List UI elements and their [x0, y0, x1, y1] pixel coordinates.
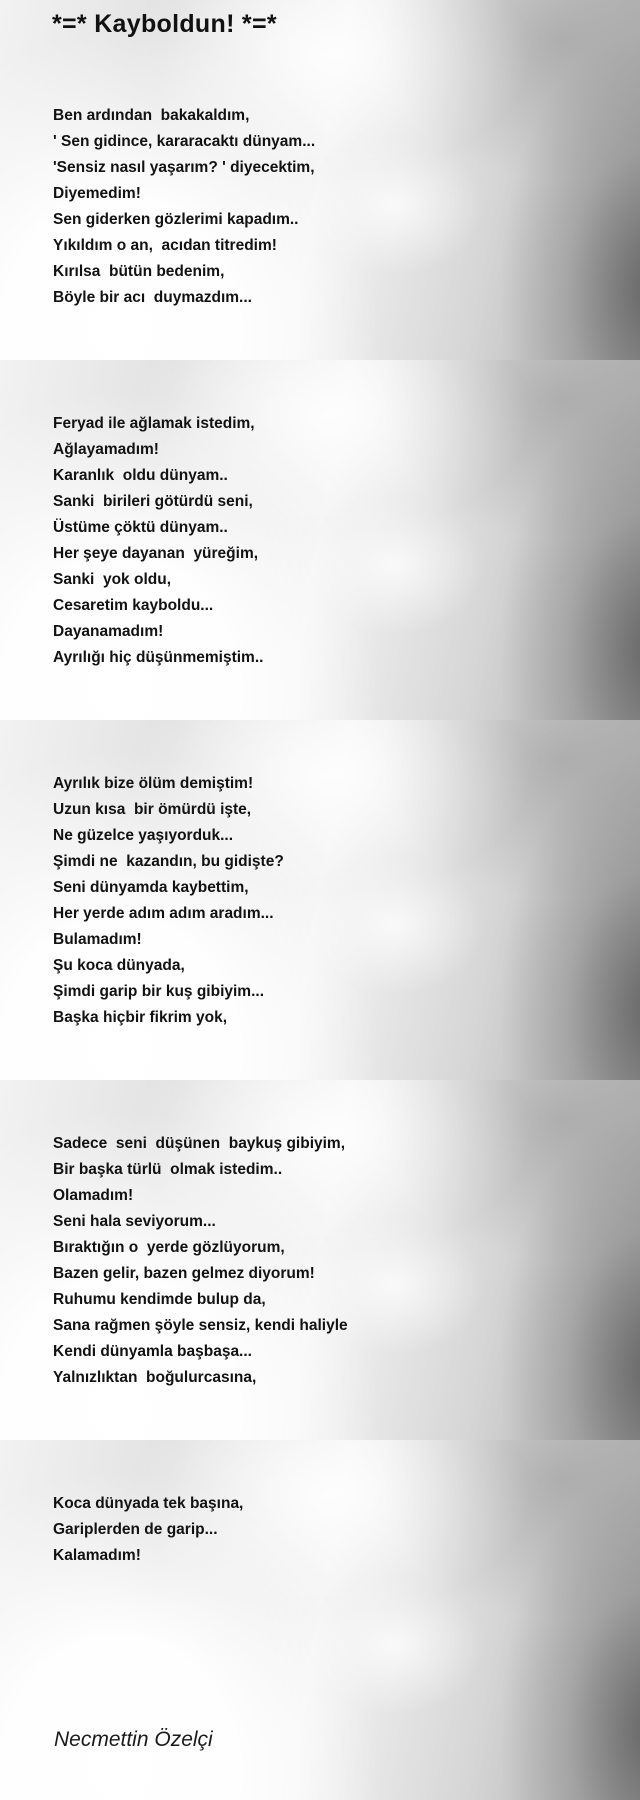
stanza-5 [53, 1491, 243, 1569]
stanza-1 [53, 103, 315, 311]
poem-line: Sen giderken gözlerimi kapadım.. [53, 211, 299, 228]
poem-line: 'Sensiz nasıl yaşarım? ' diyecektim, [53, 159, 315, 176]
poem-line: Seni dünyamda kaybettim, [53, 879, 249, 896]
poem-line: Koca dünyada tek başına, [53, 1495, 244, 1512]
poem-line: Şimdi garip bir kuş gibiyim... [53, 983, 265, 1000]
poem-line: Dayanamadım! [53, 623, 164, 640]
poem-line: Sanki birileri götürdü seni, [53, 493, 253, 510]
poem-line: Sana rağmen şöyle sensiz, kendi haliyle [53, 1317, 348, 1334]
poem-line: Şimdi ne kazandın, bu gidişte? [53, 853, 284, 870]
poem-card-4 [0, 1080, 640, 1440]
poem-line: Yıkıldım o an, acıdan titredim! [53, 237, 277, 254]
stanza-2 [53, 411, 263, 671]
stanza-4 [53, 1131, 348, 1391]
poem-card-5 [0, 1440, 640, 1800]
poem-card-1 [0, 0, 640, 360]
poem-line: Bulamadım! [53, 931, 142, 948]
author-signature: Necmettin Özelçi [54, 1728, 213, 1751]
poem-line: Böyle bir acı duymazdım... [53, 289, 252, 306]
poem-line: Her yerde adım adım aradım... [53, 905, 274, 922]
poem-line: Şu koca dünyada, [53, 957, 185, 974]
poem-line: Olamadım! [53, 1187, 134, 1204]
poem-line: Feryad ile ağlamak istedim, [53, 415, 255, 432]
poem-line: Bazen gelir, bazen gelmez diyorum! [53, 1265, 315, 1282]
poem-line: Karanlık oldu dünyam.. [53, 467, 228, 484]
poem-line: Uzun kısa bir ömürdü işte, [53, 801, 252, 818]
poem-line: Diyemedim! [53, 185, 141, 202]
poem-line: Sadece seni düşünen baykuş gibiyim, [53, 1135, 346, 1152]
poem-line: Ben ardından bakakaldım, [53, 107, 250, 124]
poem-line: Ağlayamadım! [53, 441, 159, 458]
poem-line: Ayrılık bize ölüm demiştim! [53, 775, 254, 792]
poem-line: Başka hiçbir fikrim yok, [53, 1009, 228, 1026]
poem-line: Kalamadım! [53, 1547, 141, 1564]
poem-line: Bir başka türlü olmak istedim.. [53, 1161, 283, 1178]
poem-line: Üstüme çöktü dünyam.. [53, 519, 228, 536]
poem-line: Seni hala seviyorum... [53, 1213, 216, 1230]
poem-line: Ne güzelce yaşıyorduk... [53, 827, 234, 844]
poem-line: Bıraktığın o yerde gözlüyorum, [53, 1239, 285, 1256]
poem-line: Ruhumu kendimde bulup da, [53, 1291, 266, 1308]
poem-line: Gariplerden de garip... [53, 1521, 218, 1538]
poem-line: Kırılsa bütün bedenim, [53, 263, 225, 280]
poem-card-3 [0, 720, 640, 1080]
poem-line: Cesaretim kayboldu... [53, 597, 214, 614]
poem-title: *=* Kayboldun! *=* [52, 10, 277, 38]
poem-line: Ayrılığı hiç düşünmemiştim.. [53, 649, 264, 666]
poem-line: Kendi dünyamla başbaşa... [53, 1343, 252, 1360]
poem-line: Sanki yok oldu, [53, 571, 171, 588]
poem-line: ' Sen gidince, kararacaktı dünyam... [53, 133, 316, 150]
stanza-3 [53, 771, 284, 1031]
poem-card-2 [0, 360, 640, 720]
poem-line: Her şeye dayanan yüreğim, [53, 545, 259, 562]
poem-line: Yalnızlıktan boğulurcasına, [53, 1369, 257, 1386]
